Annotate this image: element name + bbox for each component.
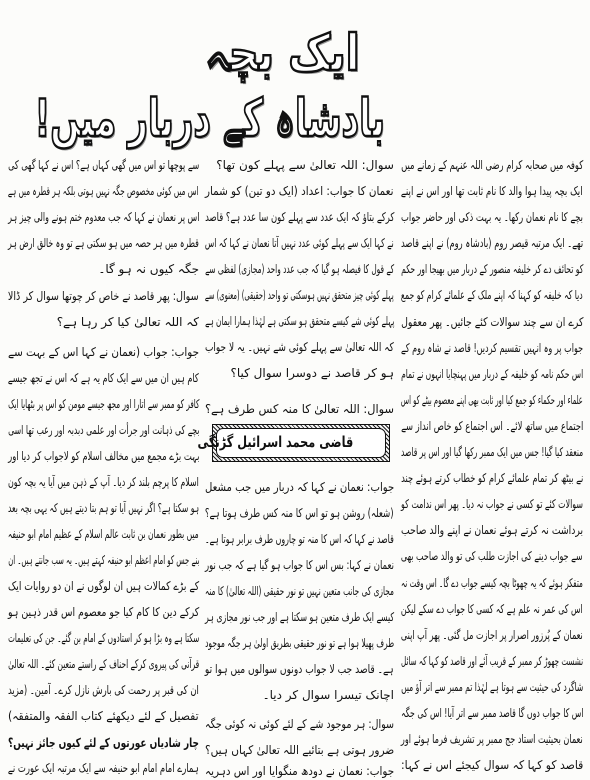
text-line: [205, 500, 394, 526]
text-line-content: جگہ کیوں نہ ہو گا۔: [98, 262, 199, 276]
text-line-content: ضرور ہوتی ہے بتائیے اللہ تعالیٰ کہاں ہیں؟: [204, 743, 394, 757]
text-line-content: اس میں کوئی مخصوص جگہ نہیں ہوتی بلکہ ہر قطرہ میں ہے: [8, 184, 199, 198]
text-line: [8, 309, 199, 335]
text-line: [205, 334, 394, 360]
text-line-content: کوفہ میں صحابہ کرام رضی اللہ عنہم کے زمانے میں: [400, 158, 583, 172]
title-line-1: [205, 22, 377, 84]
question-1: [205, 152, 394, 178]
text-line-content: بچے کا نام نعمان رکھا۔ یہ بہت ذکی اور حاضر جواب: [401, 210, 583, 225]
text-line-content: قاصد کو کہا کہ سوال کیجئے اس نے کہا:: [400, 758, 583, 773]
text-line-content: کیسے ایک طرف متعین ہو سکتا ہے اور جب نور مجازی ہر: [204, 610, 394, 624]
text-line-content: منعقد کیا گیا! جس میں ایک ممبر رکھا گیا اور اس پر قاصد: [400, 445, 583, 460]
text-line: [205, 737, 394, 763]
text-line-content: اسلام کا پرچم بلند کر دیا۔ آپ کے ذہن میں آیا یہ بچہ کون: [8, 475, 199, 489]
answer-4: [8, 339, 199, 729]
text-line-content: اس کی عمر نہ علم ہے کہ کسی کا جواب دے سکے لیکن: [401, 601, 583, 616]
text-line: [8, 417, 199, 443]
text-line-content: اس حکم نامہ کو خلیفہ کے دربار میں پہنچایا انہوں نے تمام: [400, 366, 583, 381]
text-line: [401, 152, 583, 178]
text-line-content: نے بیٹھ کر تمام علمائے کرام کو خطاب کرتے ہوئے چند: [400, 471, 583, 486]
text-line: [205, 763, 394, 780]
text-line-content: علماء اور حکماء کو جمع کیا اور ثابت بھی اپنے معصوم بیٹے کو اس: [401, 392, 583, 407]
text-line: [401, 413, 583, 439]
text-line-content: تفصیل کے لئے دیکھئے کتاب الفقہ والمتفقہ): [8, 709, 199, 723]
answer-1: [205, 178, 394, 386]
text-line-content: جواب: نعمان نے دودھ منگوایا اور اس دہریہ: [204, 764, 394, 778]
text-line-content: (شعلہ) روشن ہو تو اس کا منہ کس طرف ہوتا ہے؟: [205, 506, 394, 520]
text-line: [8, 573, 199, 599]
text-line-content: نشست چھوڑ کر ممبر کے قریب آئے اور قاصد کو کہا کہ سائل: [400, 653, 583, 668]
text-line: [205, 578, 394, 604]
text-line: [401, 230, 583, 256]
text-line: [401, 517, 583, 543]
text-line: [205, 282, 394, 308]
text-line: [205, 474, 394, 500]
text-line: [8, 547, 199, 573]
text-line-content: کے قول کا فیصلہ ہو گیا کہ جب عدد واحد (مجازی) لفظی سے: [204, 262, 394, 276]
text-line: [8, 339, 199, 365]
text-line: [401, 622, 583, 648]
text-line-content: کہ اللہ تعالیٰ سے پہلے کوئی شے نہیں۔ یہ لا جواب: [205, 340, 394, 354]
column-right: [401, 152, 583, 780]
text-line-content: ان کی قبر پر رحمت کی بارش نازل کرے۔ آمین۔ (مزید: [8, 683, 199, 697]
answer-3: [205, 763, 394, 780]
text-line-content: نعمان کا جواب: اعداد (ایک دو تین) کو شمار: [205, 184, 394, 198]
text-line-content: اس پر نعمان نے کہا کہ جب معدوم ختم ہونے والی چیز ہر: [7, 210, 199, 224]
text-line-content: قاصد نے کہا کہ اس کا منہ تو چاروں طرف برابر ہوتا ہے۔: [205, 532, 394, 546]
text-line: [205, 256, 394, 282]
text-line-content: ہو سکتا ہے؟ اگر نہیں آیا تو ہم بتا دیتے ہیں کہ یہی بچہ بعد: [7, 501, 199, 515]
text-line: [401, 204, 583, 230]
text-line-content: سکتا ہے وہ بڑا ہو کر استادوں کے امام بن گئے۔ جن کی تعلیمات: [7, 631, 199, 645]
text-line: [8, 256, 199, 282]
text-line-content: کے بڑے کمالات ہیں ان لوگوں نے ان دو روایات ایک: [7, 579, 199, 593]
text-line-content: کرکے دین کا کام کیا جو معصوم اس قدر ذہین ہو: [7, 605, 199, 619]
text-line-content: چار شادیاں عورتوں کے لئے کیوں جائز نہیں؟: [8, 735, 199, 750]
text-line-content: کام ہیں ان میں سے ایک کام یہ ہے کہ اس نے تجھ جیسے: [8, 371, 199, 385]
answer-2: [205, 474, 394, 708]
text-line-content: سوال: پھر قاصد نے خاص کر چوتھا سوال کر ڈالا: [8, 289, 199, 303]
text-line: [401, 752, 583, 778]
text-line-content: سے جواب دینے کی اجازت طلب کی تو والد صاحب بھی: [401, 549, 583, 564]
text-line: [8, 365, 199, 391]
text-line-content: پہلے کوئی چیز متحقق نہیں ہوسکتی تو واحد (حقیقی) (معنوی) سے: [205, 288, 394, 302]
text-line-content: کافر کو ممبر سے اتارا اور مجھ جیسے مومن کو اس پر بٹھایا ایک: [7, 397, 199, 411]
text-line: [205, 711, 394, 737]
question-2: [205, 396, 394, 422]
text-line: [205, 604, 394, 630]
text-line-content: نعمان نے کہا: بس اس کا جواب ہو گیا ہے کہ جب نور: [205, 558, 394, 572]
text-line-content: کہ اللہ تعالیٰ کیا کر رہا ہے؟: [56, 315, 199, 329]
text-line: [205, 230, 394, 256]
text-line-content: اچانک تیسرا سوال کر دیا۔: [262, 688, 394, 702]
text-line-content: اجتماع میں ساتھ لائے۔ اس اجتماع کو خاص انداز سے: [400, 418, 583, 433]
text-line-content: قرآنی کی پیروی کرکے احناف کے راستے متعین کئے۔ اللہ تعالیٰ: [7, 657, 199, 671]
text-line: [205, 682, 394, 708]
text-line: [205, 630, 394, 656]
answer-3-continued: [8, 152, 199, 282]
text-line: [8, 230, 199, 256]
text-line: [8, 204, 199, 230]
text-line-content: جواب: جواب (نعمان نے کہا اس کے بہت سے: [7, 345, 199, 359]
text-line: [8, 677, 199, 703]
text-line-content: نعمان کے پُرزور اصرار پر اجازت مل گئی۔ پھر آپ اپنی: [401, 627, 583, 642]
text-line: [8, 443, 199, 469]
text-line: [8, 178, 199, 204]
text-line: [401, 335, 583, 361]
text-line: [205, 656, 394, 682]
intro-paragraph: [401, 152, 583, 778]
text-line: [8, 757, 199, 779]
next-paragraph: [8, 757, 199, 779]
author-byline: [197, 428, 386, 458]
text-line-content: کو تحائف دے کر خلیفہ منصور کے دربار میں بھیجا اور حکم: [400, 262, 583, 277]
text-line-content: سوال: اللہ تعالیٰ سے پہلے کون تھا؟: [216, 158, 394, 172]
text-line: [8, 599, 199, 625]
text-line: [8, 703, 199, 729]
text-line-content: بچے کی ذہانت اور جرأت اور علمی دبدبہ اور رعب تھا اسی: [7, 423, 199, 437]
text-line-content: اس کا جواب دوں گا قاصد ممبر سے اتر آیا! اس کی جگہ: [400, 705, 583, 720]
text-line-content: کرے ان سے چند سوالات کئے جائیں۔ پھر معقول: [400, 314, 583, 329]
text-line-content: پہلے کوئی شے کیسے متحقق ہو سکتی ہے لہٰذا ہمارا ایمان ہے: [204, 314, 394, 328]
text-line-content: بنے جس کو امام اعظم ابو حنیفہ کہتے ہیں۔ یہ سب جانتے ہیں۔ ان: [7, 553, 199, 567]
text-line: [401, 648, 583, 674]
text-line-content: نے کہا ایک سے پہلے کوئی عدد نہیں آتا نعمان نے کہا کہ اس: [205, 236, 394, 250]
text-line-content: جواب: نعمان نے کہا کہ دربار میں جب مشعل: [204, 480, 394, 494]
text-line: [8, 283, 199, 309]
text-line: [401, 700, 583, 726]
text-line-content: شاگرد کی حیثیت سے ہوتا ہے لہٰذا تم ممبر سے اتر آؤ میں: [400, 679, 583, 694]
text-line: [8, 730, 199, 756]
text-line: [205, 526, 394, 552]
text-line: [401, 543, 583, 569]
text-line-content: ہو کر قاصد نے دوسرا سوال کیا؟: [230, 366, 394, 380]
text-line-content: تھے۔ ایک مرتبہ قیصر روم (بادشاہ روم) نے اپنے قاصد: [400, 236, 583, 251]
column-middle: [197, 152, 394, 780]
column-left: [8, 152, 199, 780]
text-line: [205, 204, 394, 230]
text-line-content: طرف پھیلا ہوا ہے تو نور حقیقی بطریق اولیٰ ہر جگہ موجود: [204, 636, 394, 650]
text-line: [8, 521, 199, 547]
title-line-2-text: بادشاہ کے دربار میں!: [34, 89, 385, 149]
text-line: [401, 596, 583, 622]
text-line: [401, 309, 583, 335]
text-line: [8, 469, 199, 495]
text-line: [205, 308, 394, 334]
text-line-content: دیا کہ خلیفہ کو کہنا کہ اپنے ملک کے علمائے کرام کو جمع: [401, 288, 583, 303]
text-line: [401, 439, 583, 465]
text-line: [401, 726, 583, 752]
text-line: [401, 674, 583, 700]
text-line: [401, 282, 583, 308]
text-line-content: سے پوچھا تو اس میں گھی کہاں ہے؟ اس نے کہا گھی کی: [7, 158, 199, 172]
author-byline-box: [197, 424, 390, 462]
question-3: [205, 711, 394, 763]
text-line-content: میں بطور نعمان بن ثابت عالم اسلام کے عظیم امام ابو حنیفہ: [8, 527, 199, 541]
title-line-1-text: ایک بچہ: [205, 24, 361, 82]
text-line: [401, 361, 583, 387]
text-line-content: متفکر ہوئے کہ یہ چھوٹا بچہ کیسے جواب دے گا۔ اس وقت نہ: [401, 575, 583, 590]
text-line-content: قطرہ میں ہر حصہ میں ہو سکتی ہے تو وہ خالق ارض ہر: [8, 236, 199, 250]
text-line: [401, 465, 583, 491]
text-line-content: مجازی کی جانب متعین نہیں تو نور حقیقی (اللہ تعالیٰ) کا منہ: [205, 584, 394, 598]
text-line: [8, 625, 199, 651]
text-line-content: ایک بچہ پیدا ہوا والد کا نام ثابت تھا اور اس نے اپنے: [401, 184, 583, 199]
question-4: [8, 283, 199, 335]
text-line: [205, 178, 394, 204]
text-line: [8, 651, 199, 677]
text-line-content: ہمارے امام امام ابو حنیفہ سے ایک مرتبہ ایک عورت نے: [8, 761, 199, 775]
text-line-content: بہت بڑے مجمع میں مخالف اسلام کو لاجواب کر دیا اور: [7, 449, 199, 463]
text-line: [401, 178, 583, 204]
text-line: [401, 387, 583, 413]
section-subheading: [8, 730, 199, 756]
text-line: [401, 491, 583, 517]
text-line-content: سوالات کئے تو کسی نے جواب نہ دیا۔ پھر اس ندامت کو: [401, 497, 583, 512]
text-line: [205, 360, 394, 386]
author-name: قاضی محمد اسرائیل گڑنگی: [197, 433, 354, 451]
text-line: [8, 391, 199, 417]
text-line: [205, 552, 394, 578]
text-line-content: نعمان بحیثیت استاد جج ممبر پر تشریف فرما ہوئے اور: [401, 732, 583, 747]
text-line: [401, 570, 583, 596]
text-line-content: سوال: ہر موجود شے کے لئے کوئی نہ کوئی جگہ: [204, 717, 394, 731]
text-line-content: برداشت نہ کرتے ہوئے نعمان نے اپنے والد صاحب: [400, 523, 583, 538]
text-line: [205, 152, 394, 178]
text-line-content: کرکے بتاؤ کہ ایک عدد سے پہلے کون سا عدد ہے؟ قاصد: [204, 210, 394, 224]
title-line-2: [34, 88, 475, 150]
text-line-content: ہے۔ قاصد جب لا جواب دونوں سوالوں میں ہوا تو: [205, 662, 394, 676]
text-line: [8, 152, 199, 178]
text-line-content: سوال: اللہ تعالیٰ کا منہ کس طرف ہے؟: [205, 402, 394, 416]
text-line: [8, 495, 199, 521]
text-line: [401, 256, 583, 282]
text-line-content: جواب پر وہ انہیں تقسیم کردیں! قاصد نے شاہ روم کے: [400, 340, 583, 355]
text-line: [205, 396, 394, 422]
